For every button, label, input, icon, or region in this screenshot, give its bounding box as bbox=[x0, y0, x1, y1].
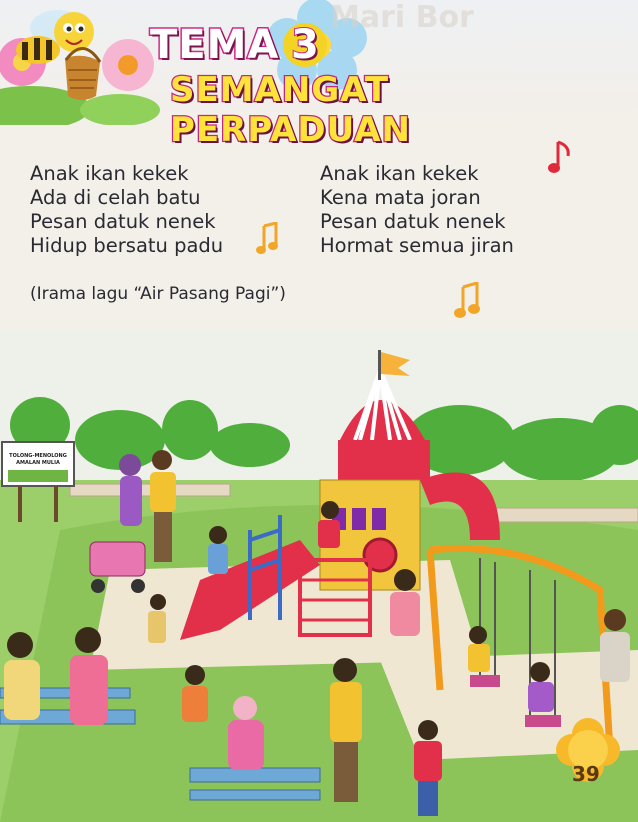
theme-number-badge: 3 bbox=[283, 23, 327, 67]
theme-title-word: TEMA bbox=[150, 22, 280, 68]
signboard-line: TOLONG-MENOLONG bbox=[9, 453, 67, 459]
page-number: 39 bbox=[572, 762, 600, 786]
theme-subtitle: SEMANGAT PERPADUAN bbox=[170, 70, 411, 150]
poem-line: Hormat semua jiran bbox=[320, 234, 514, 257]
poem-line: Anak ikan kekek bbox=[320, 162, 479, 185]
poem-line: Ada di celah batu bbox=[30, 186, 201, 209]
poem-line: Hidup bersatu padu bbox=[30, 234, 224, 257]
poem-line: Anak ikan kekek bbox=[30, 162, 189, 185]
poem-line: Pesan datuk nenek bbox=[30, 210, 216, 233]
poem-line: Pesan datuk nenek bbox=[320, 210, 506, 233]
poem-left-stanza bbox=[30, 162, 223, 258]
song-tune-note: (Irama lagu “Air Pasang Pagi”) bbox=[30, 284, 286, 304]
poem-line: Kena mata joran bbox=[320, 186, 481, 209]
music-note-icon bbox=[548, 138, 572, 176]
reverse-page-ghost-text: Mari Bor bbox=[330, 0, 474, 35]
bee-mascot-illustration bbox=[0, 0, 170, 125]
theme-title bbox=[150, 22, 327, 68]
signboard-line: AMALAN MULIA bbox=[16, 460, 60, 466]
poem-right-stanza bbox=[320, 162, 514, 258]
playground-illustration bbox=[0, 330, 638, 822]
music-note-icon bbox=[256, 222, 278, 256]
music-note-icon bbox=[454, 282, 480, 320]
signboard-text bbox=[6, 453, 70, 467]
